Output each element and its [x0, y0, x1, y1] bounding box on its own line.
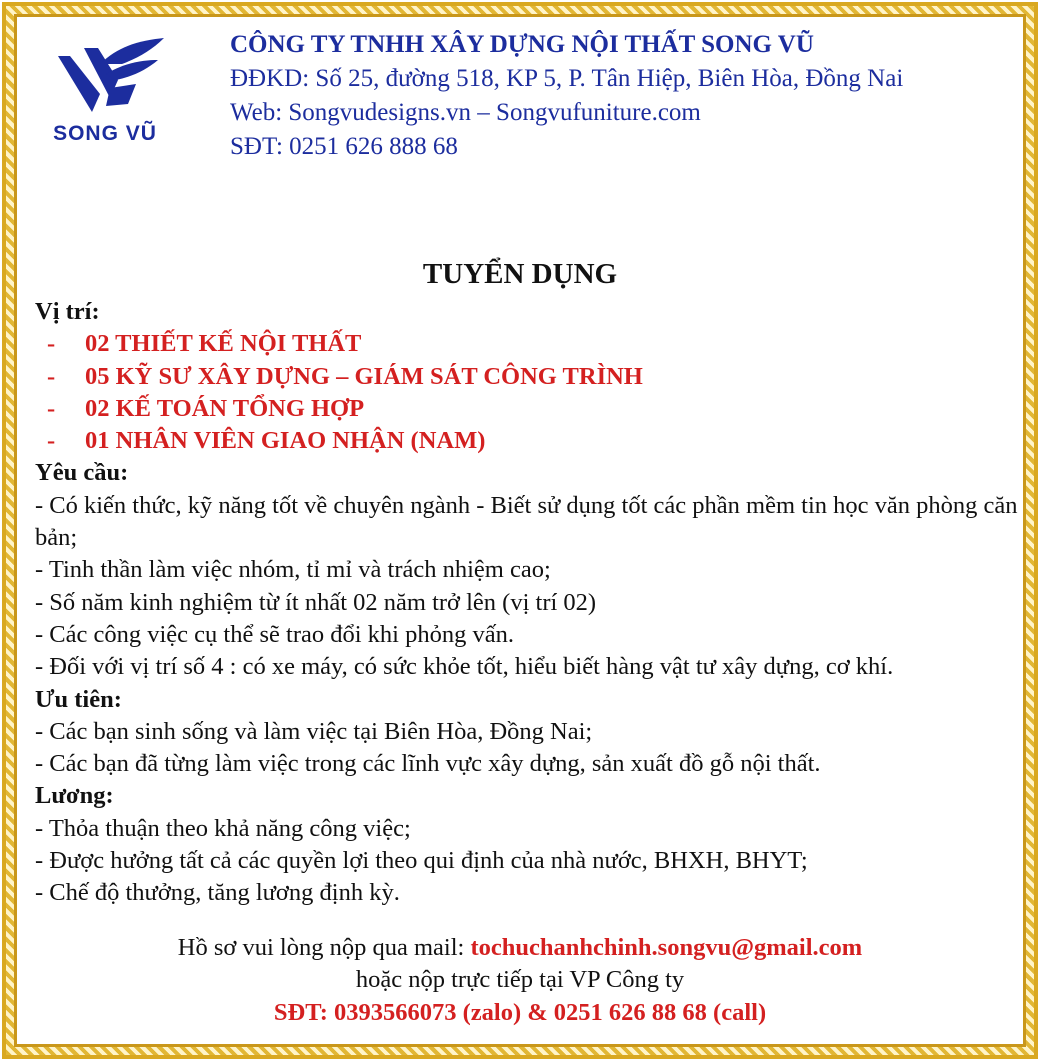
logo-text: SONG VŨ [53, 122, 157, 145]
logo-mark-icon [40, 34, 170, 124]
salary-item: - Được hưởng tất cả các quyền lợi theo qui định của nhà nước, BHXH, BHYT; [35, 847, 808, 875]
company-name: CÔNG TY TNHH XÂY DỰNG NỘI THẤT SONG VŨ [230, 31, 814, 58]
position-item: - 02 KẾ TOÁN TỔNG HỢP [35, 393, 1020, 425]
position-item: - 02 THIẾT KẾ NỘI THẤT [35, 328, 1020, 360]
company-phone: SĐT: 0251 626 888 68 [230, 133, 458, 160]
bullet-dash: - [47, 330, 56, 358]
salary-item: - Thỏa thuận theo khả năng công việc; [35, 814, 411, 842]
salary-heading: Lương: [35, 782, 114, 810]
application-footer [0, 932, 1040, 1029]
position-item: - 01 NHÂN VIÊN GIAO NHẬN (NAM) [35, 425, 1020, 457]
priority-item: - Các bạn sinh sống và làm việc tại Biên Hòa, Đồng Nai; [35, 717, 593, 745]
company-info [230, 28, 1020, 164]
page-title: TUYỂN DỤNG [422, 258, 618, 290]
mail-prefix: Hồ sơ vui lòng nộp qua mail: [177, 934, 471, 961]
requirements-heading: Yêu cầu: [35, 459, 129, 487]
company-address: ĐĐKD: Số 25, đường 518, KP 5, P. Tân Hiệp, Biên Hòa, Đồng Nai [230, 65, 904, 92]
requirement-item: - Các công việc cụ thể sẽ trao đổi khi phỏng vấn. [35, 620, 514, 648]
email-link[interactable]: tochuchanhchinh.songvu@gmail.com [470, 934, 863, 961]
salary-item: - Chế độ thưởng, tăng lương định kỳ. [35, 879, 400, 907]
notice-body [35, 296, 1020, 910]
bullet-dash: - [47, 427, 56, 455]
bullet-dash: - [47, 394, 56, 422]
priority-heading: Ưu tiên: [35, 685, 122, 713]
priority-item: - Các bạn đã từng làm việc trong các lĩnh vực xây dựng, sản xuất đồ gỗ nội thất. [35, 750, 821, 778]
direct-submit-line: hoặc nộp trực tiếp tại VP Công ty [355, 966, 685, 994]
requirement-item: - Có kiến thức, kỹ năng tốt về chuyên ngành - Biết sử dụng tốt các phần mềm tin học văn phòng căn bản; [35, 491, 1018, 552]
positions-heading: Vị trí: [35, 298, 100, 325]
contact-phone: SĐT: 0393566073 (zalo) & 0251 626 88 68 (call) [273, 998, 767, 1026]
bullet-dash: - [47, 362, 56, 390]
company-logo [40, 34, 170, 154]
mail-line [0, 932, 1040, 964]
requirement-item: - Số năm kinh nghiệm từ ít nhất 02 năm trở lên (vị trí 02) [35, 588, 597, 616]
requirement-item: - Đối với vị trí số 4 : có xe máy, có sức khỏe tốt, hiểu biết hàng vật tư xây dựng, cơ khí. [35, 653, 894, 681]
requirement-item: - Tinh thần làm việc nhóm, tỉ mỉ và trách nhiệm cao; [35, 556, 551, 584]
position-item: - 05 KỸ SƯ XÂY DỰNG – GIÁM SÁT CÔNG TRÌNH [35, 361, 1020, 393]
company-web: Web: Songvudesigns.vn – Songvufuniture.com [230, 99, 701, 126]
